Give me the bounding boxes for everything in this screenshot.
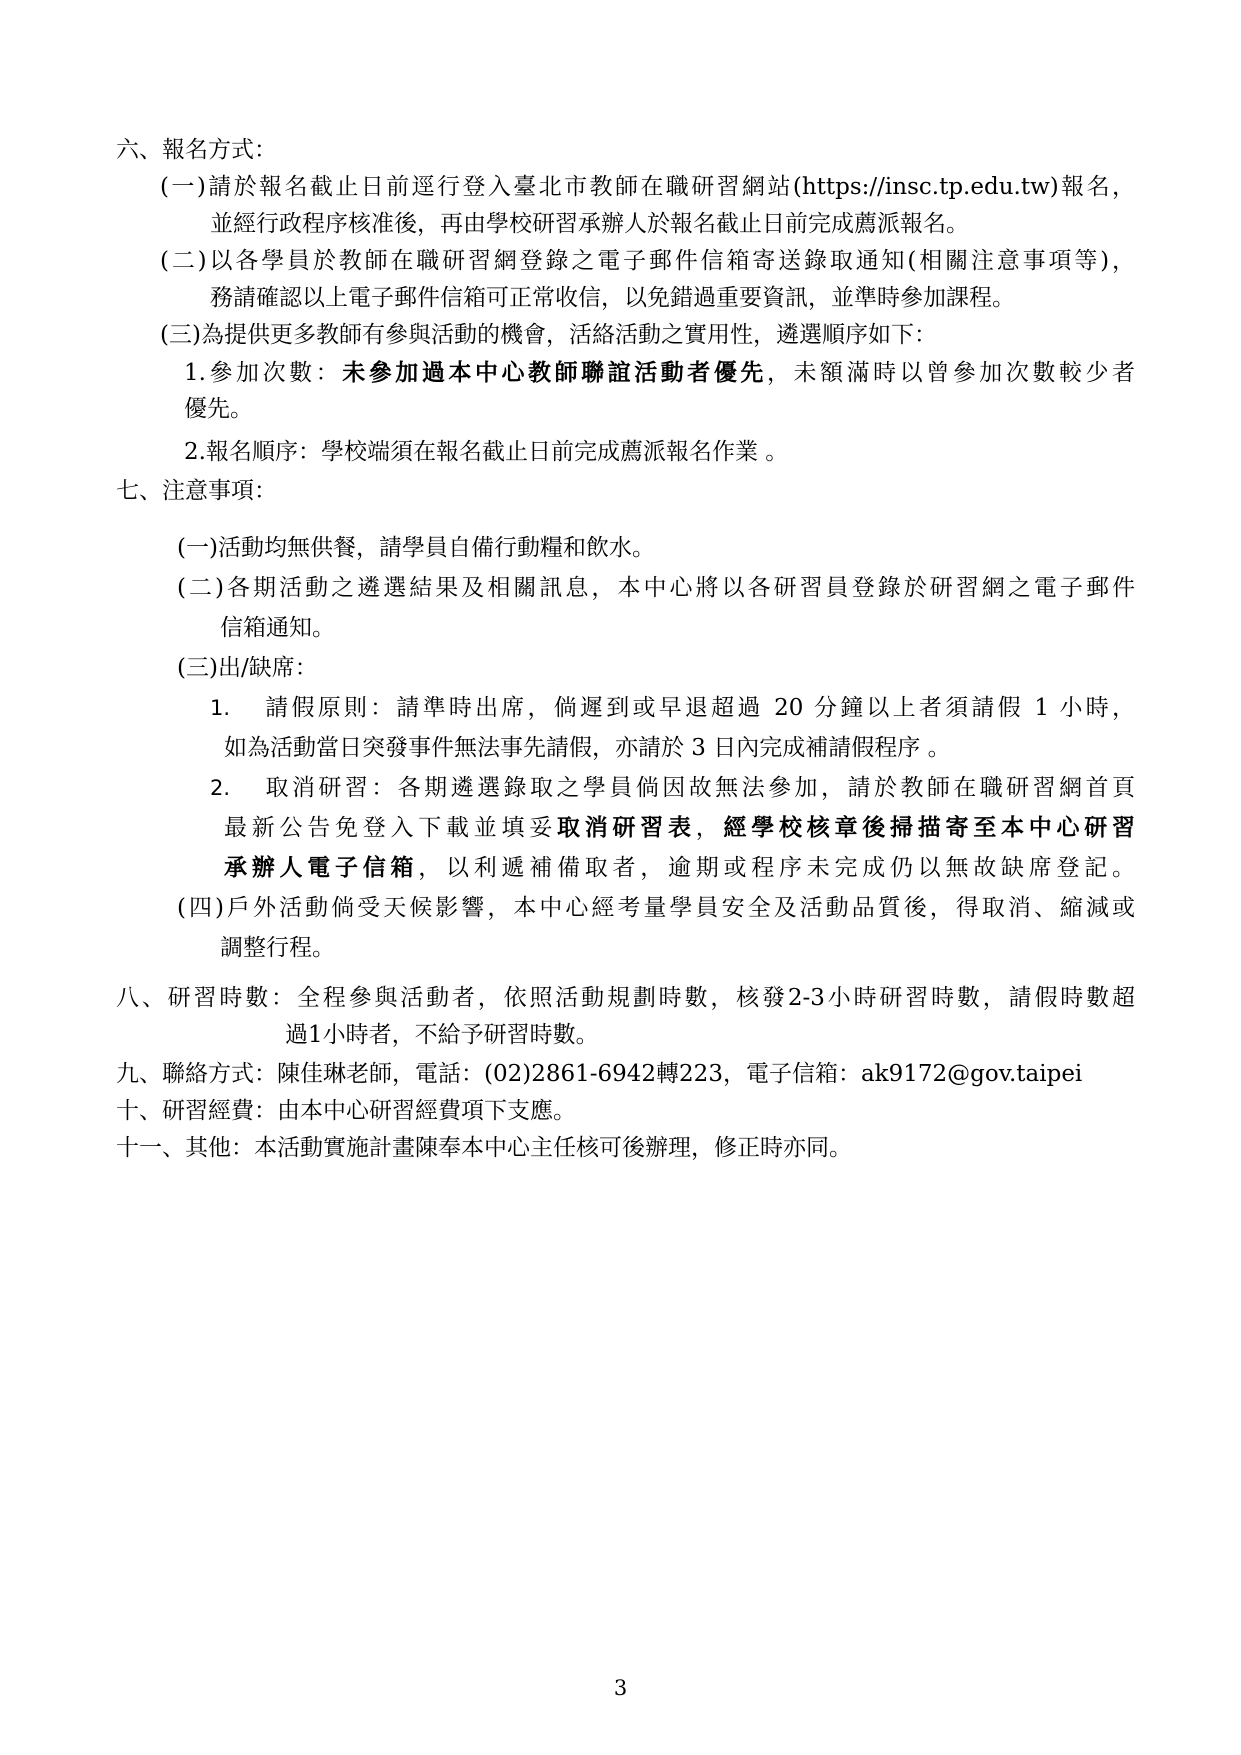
body-text: 取消研習：各期遴選錄取之學員倘因故無法參加，請於教師在職研習網首頁 (262, 775, 1135, 801)
text-line (0, 568, 1135, 608)
list-number: 2. (210, 776, 231, 800)
page-number: 3 (613, 1676, 628, 1700)
text-line (0, 391, 1241, 428)
body-text: (一)請於報名截止日前逕行登入臺北市教師在職研習網站(https://insc.tp.edu.tw)報名， (160, 174, 1135, 200)
text-line (0, 608, 1241, 648)
body-text: 過1小時者，不給予研習時數。 (285, 1022, 599, 1048)
body-text: (一)活動均無供餐，請學員自備行動糧和飲水。 (177, 535, 655, 561)
text-line (0, 132, 1241, 169)
document-content (0, 132, 1241, 1167)
body-text: ， (695, 815, 724, 841)
text-line (0, 888, 1135, 928)
body-text: 九、聯絡方式：陳佳琳老師，電話：(02)2861-6942轉223，電子信箱：ak9172@gov.taipei (116, 1061, 1083, 1087)
list-number: 1. (210, 696, 231, 720)
body-text: 信箱通知。 (220, 615, 335, 641)
body-text: (三)為提供更多教師有參與活動的機會，活絡活動之實用性，遴選順序如下： (160, 322, 937, 348)
text-line (0, 528, 1241, 568)
body-text: 六、報名方式： (116, 137, 277, 163)
body-text: 請假原則：請準時出席，倘遲到或早退超過 20 分鐘以上者須請假 1 小時， (262, 695, 1135, 721)
text-line (0, 206, 1241, 243)
text-line (0, 1130, 1241, 1167)
body-text: 1.參加次數： (184, 360, 343, 386)
text-line (0, 768, 1135, 808)
text-line (0, 848, 1135, 888)
text-line (0, 808, 1135, 848)
body-text: (三)出/缺席： (177, 655, 318, 681)
text-line (0, 1017, 1241, 1054)
text-line (0, 1056, 1241, 1093)
body-text: 最新公告免登入下載並填妥 (224, 815, 557, 841)
body-text: 十一、其他：本活動實施計畫陳奉本中心主任核可後辦理，修正時亦同。 (116, 1135, 852, 1161)
body-text: 如為活動當日突發事件無法事先請假，亦請於 3 日內完成補請假程序 。 (224, 735, 951, 761)
text-line (0, 928, 1241, 968)
body-text: 優先。 (184, 396, 253, 422)
body-text: 並經行政程序核准後，再由學校研習承辦人於報名截止日前完成薦派報名。 (210, 211, 969, 237)
body-text: ，以利遞補備取者，逾期或程序未完成仍以無故缺席登記。 (418, 855, 1135, 881)
body-text: ，未額滿時以曾參加次數較少者 (766, 360, 1136, 386)
text-line (0, 317, 1241, 354)
text-line (0, 354, 1135, 391)
text-line (0, 434, 1241, 471)
body-text: (二)各期活動之遴選結果及相關訊息，本中心將以各研習員登錄於研習網之電子郵件 (177, 575, 1135, 601)
emphasis-text: 取消研習表 (557, 814, 696, 841)
text-line (0, 648, 1241, 688)
body-text: 八、研習時數：全程參與活動者，依照活動規劃時數，核發2-3小時研習時數，請假時數超 (116, 985, 1135, 1011)
emphasis-text: 未參加過本中心教師聯誼活動者優先 (342, 359, 767, 386)
body-text: (二)以各學員於教師在職研習網登錄之電子郵件信箱寄送錄取通知(相關注意事項等)， (160, 248, 1135, 274)
text-line (0, 1093, 1241, 1130)
body-text: 2.報名順序：學校端須在報名截止日前完成薦派報名作業 。 (184, 439, 789, 465)
body-text: (四)戶外活動倘受天候影響，本中心經考量學員安全及活動品質後，得取消、縮減或 (177, 895, 1135, 921)
body-text: 十、研習經費：由本中心研習經費項下支應。 (116, 1098, 576, 1124)
text-line (0, 980, 1135, 1017)
text-line (0, 728, 1241, 768)
body-text: 調整行程。 (220, 935, 335, 961)
text-line (0, 473, 1241, 510)
text-line (0, 280, 1241, 317)
body-text: 務請確認以上電子郵件信箱可正常收信，以免錯過重要資訊，並準時參加課程。 (210, 285, 1015, 311)
text-line (0, 169, 1135, 206)
text-line (0, 688, 1135, 728)
body-text: 七、注意事項： (116, 478, 277, 504)
emphasis-text: 承辦人電子信箱 (224, 854, 419, 881)
emphasis-text: 經學校核章後掃描寄至本中心研習 (723, 814, 1135, 841)
text-line (0, 243, 1135, 280)
